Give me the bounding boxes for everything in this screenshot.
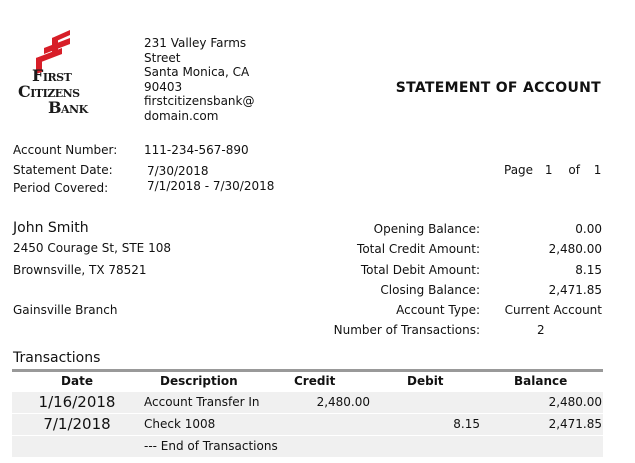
transactions-title: Transactions [13,350,101,366]
summary-value: Current Account [504,303,602,317]
period-covered: 7/1/2018 - 7/30/2018 [147,179,275,193]
page-total: 1 [593,163,602,177]
cell-date: 7/1/2018 [43,415,111,433]
end-of-transactions: --- End of Transactions [144,439,278,453]
col-header-description: Description [160,374,238,388]
cell-description: Account Transfer In [144,395,260,409]
summary-label: Account Type: [396,303,480,317]
summary-label: Total Credit Amount: [357,242,480,256]
col-header-date: Date [61,374,93,388]
summary-value: 0.00 [575,222,602,236]
cell-debit: 8.15 [453,417,480,431]
branch-name: Gainsville Branch [13,303,118,317]
statement-title: STATEMENT OF ACCOUNT [395,80,601,96]
logo-text-bank: Bank [48,98,88,117]
address-line: Santa Monica, CA 90403 [144,65,250,94]
statement-date: 7/30/2018 [147,164,209,178]
cell-credit: 2,480.00 [316,395,370,409]
summary-value: 2,480.00 [548,242,602,256]
summary-label: Total Debit Amount: [360,263,480,277]
table-row [12,435,603,457]
summary-label: Opening Balance: [373,222,480,236]
summary-label: Closing Balance: [380,283,480,297]
period-label: Period Covered: [13,181,109,195]
col-header-debit: Debit [407,374,444,388]
cell-balance: 2,480.00 [548,395,602,409]
customer-name: John Smith [13,220,89,236]
logo-text-first: First [32,66,72,85]
customer-street: 2450 Courage St, STE 108 [13,241,171,255]
table-row[interactable] [12,413,603,435]
account-number: 111-234-567-890 [144,143,249,157]
page-label: Page [504,163,534,177]
customer-city: Brownsville, TX 78521 [13,263,147,277]
col-header-balance: Balance [514,374,568,388]
table-header-row [12,372,603,392]
cell-date: 1/16/2018 [38,393,116,411]
account-number-label: Account Number: [13,143,118,157]
statement-date-label: Statement Date: [13,163,113,177]
logo-text-citizens: Citizens [18,82,80,101]
summary-value: 8.15 [575,263,602,277]
page-of: of [568,163,580,177]
page-indicator [504,163,601,177]
summary-value: 2 [537,323,545,337]
summary-value: 2,471.85 [548,283,602,297]
cell-balance: 2,471.85 [548,417,602,431]
page-current: 1 [544,163,553,177]
col-header-credit: Credit [294,374,336,388]
bank-email[interactable]: firstcitizensbank@ domain.com [144,94,255,123]
bank-address [144,36,264,123]
transactions-table [12,369,603,457]
cell-description: Check 1008 [144,417,216,431]
bank-logo [18,28,104,120]
table-row[interactable] [12,392,603,413]
summary-label: Number of Transactions: [333,323,480,337]
address-line: 231 Valley Farms Street [144,36,247,65]
